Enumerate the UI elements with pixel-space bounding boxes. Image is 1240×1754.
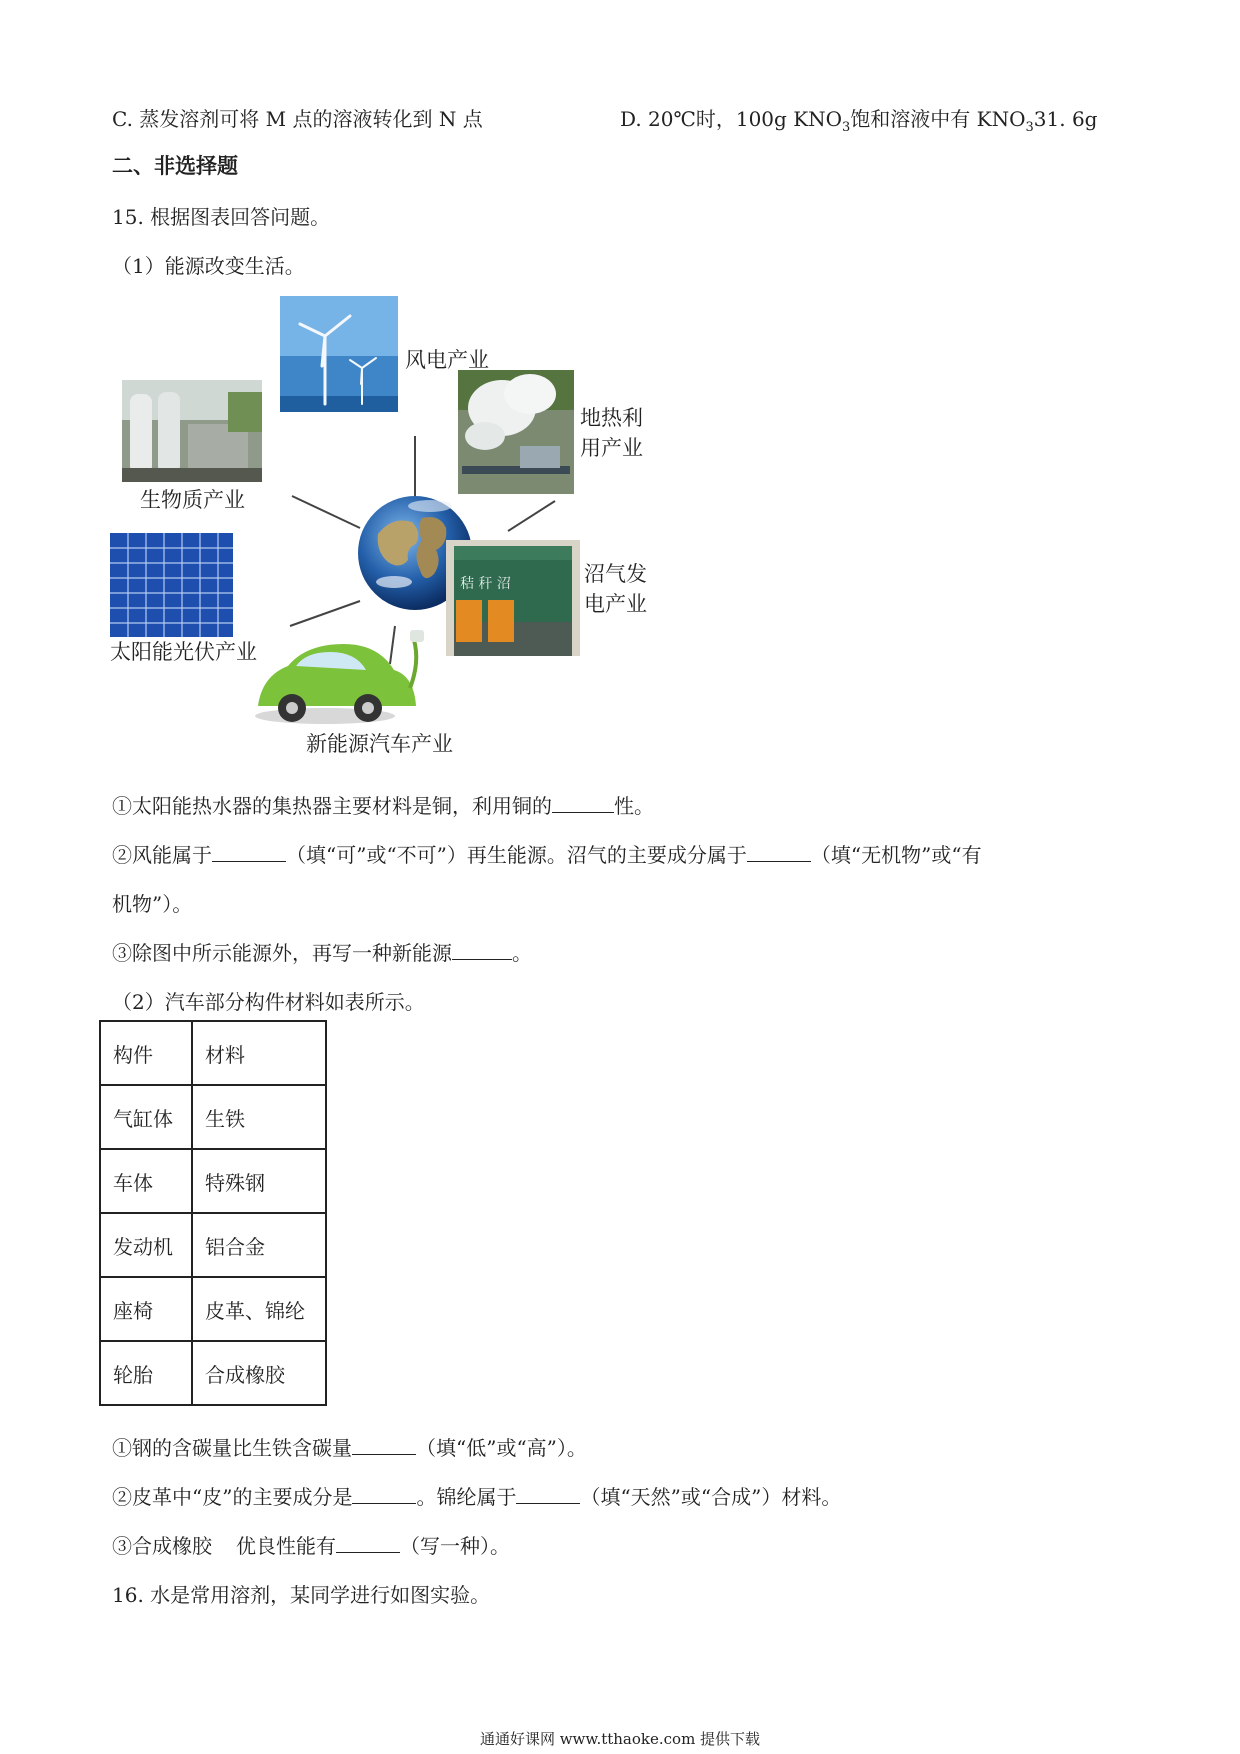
p1-question-2-cont: 机物”）。 bbox=[112, 892, 193, 916]
p2-q1-text: ①钢的含碳量比生铁含碳量 bbox=[112, 1436, 352, 1460]
label-geothermal-1: 地热利 bbox=[580, 406, 643, 430]
solar-panel-photo bbox=[110, 533, 233, 637]
option-d-subscript-2: 3 bbox=[1025, 120, 1034, 135]
answer-blank[interactable] bbox=[336, 1532, 400, 1553]
p1-question-1 bbox=[112, 792, 654, 820]
table-cell: 皮革、锦纶 bbox=[192, 1277, 326, 1341]
answer-blank[interactable] bbox=[552, 792, 614, 813]
p2-q2-mid: 。锦纶属于 bbox=[416, 1485, 517, 1509]
tank-lettering: 秸 秆 沼 bbox=[460, 576, 511, 592]
p1-q1-text: ①太阳能热水器的集热器主要材料是铜，利用铜的 bbox=[112, 794, 552, 818]
p1-q3-text: ③除图中所示能源外，再写一种新能源 bbox=[112, 941, 452, 965]
table-row bbox=[100, 1085, 326, 1149]
biomass-photo bbox=[122, 380, 262, 482]
p1-q2-mid: （填“可”或“不可”）再生能源。沼气的主要成分属于 bbox=[286, 843, 747, 867]
table-cell: 车体 bbox=[100, 1149, 192, 1213]
p1-q3-tail: 。 bbox=[512, 941, 532, 965]
p2-q3-mid: 优良性能有 bbox=[236, 1534, 336, 1558]
table-cell: 构件 bbox=[100, 1021, 192, 1085]
option-c: C. 蒸发溶剂可将 M 点的溶液转化到 N 点 bbox=[112, 107, 483, 131]
option-d-subscript: 3 bbox=[842, 120, 851, 135]
wind-power-photo bbox=[280, 296, 398, 412]
geothermal-photo bbox=[458, 370, 574, 494]
q15-stem: 15. 根据图表回答问题。 bbox=[112, 205, 331, 229]
label-solar: 太阳能光伏产业 bbox=[110, 640, 257, 664]
electric-car-photo bbox=[255, 630, 424, 724]
p2-q1-tail: （填“低”或“高”）。 bbox=[416, 1436, 587, 1460]
p1-q1-tail: 性。 bbox=[614, 794, 654, 818]
table-cell: 轮胎 bbox=[100, 1341, 192, 1405]
table-cell: 合成橡胶 bbox=[192, 1341, 326, 1405]
table-row bbox=[100, 1213, 326, 1277]
p2-q3-tail: （写一种）。 bbox=[400, 1534, 510, 1558]
table-cell: 特殊钢 bbox=[192, 1149, 326, 1213]
p1-question-2 bbox=[112, 841, 982, 869]
option-d-suffix: 31. 6g bbox=[1033, 107, 1098, 131]
p1-q2-text: ②风能属于 bbox=[112, 843, 212, 867]
p2-q2-tail: （填“天然”或“合成”）材料。 bbox=[580, 1485, 842, 1509]
p1-q2-tail: （填“无机物”或“有 bbox=[810, 843, 982, 867]
materials-table bbox=[99, 1020, 327, 1406]
table-row bbox=[100, 1021, 326, 1085]
page-footer: 通通好课网 www.tthaoke.com 提供下载 bbox=[479, 1730, 761, 1748]
table-cell: 材料 bbox=[192, 1021, 326, 1085]
p2-question-1 bbox=[112, 1434, 587, 1462]
label-biogas-1: 沼气发 bbox=[584, 562, 647, 586]
label-geothermal-2: 用产业 bbox=[580, 436, 643, 460]
table-cell: 生铁 bbox=[192, 1085, 326, 1149]
p2-question-2 bbox=[112, 1483, 841, 1511]
p1-question-3 bbox=[112, 939, 532, 967]
table-row bbox=[100, 1149, 326, 1213]
answer-blank[interactable] bbox=[352, 1434, 416, 1455]
q15-part1-title: （1）能源改变生活。 bbox=[112, 254, 305, 278]
option-d-mid: 饱和溶液中有 KNO bbox=[850, 107, 1026, 131]
table-cell: 座椅 bbox=[100, 1277, 192, 1341]
table-cell: 气缸体 bbox=[100, 1085, 192, 1149]
label-biogas-2: 电产业 bbox=[584, 592, 647, 616]
p2-question-3 bbox=[112, 1532, 510, 1560]
answer-blank[interactable] bbox=[212, 841, 286, 862]
table-row bbox=[100, 1277, 326, 1341]
answer-blank[interactable] bbox=[352, 1483, 416, 1504]
option-d bbox=[620, 105, 1098, 142]
label-biomass: 生物质产业 bbox=[140, 488, 245, 512]
answer-blank[interactable] bbox=[747, 841, 811, 862]
table-cell: 发动机 bbox=[100, 1213, 192, 1277]
answer-blank[interactable] bbox=[516, 1483, 580, 1504]
section-title: 二、非选择题 bbox=[112, 154, 238, 178]
label-wind: 风电产业 bbox=[405, 348, 489, 372]
p2-q3-text: ③合成橡胶 bbox=[112, 1534, 212, 1558]
energy-figure bbox=[110, 296, 730, 776]
option-d-prefix: D. 20℃时，100g KNO bbox=[620, 107, 843, 131]
table-cell: 铝合金 bbox=[192, 1213, 326, 1277]
label-ev: 新能源汽车产业 bbox=[306, 732, 453, 756]
biogas-tank-photo bbox=[446, 540, 580, 656]
q16-stem: 16. 水是常用溶剂，某同学进行如图实验。 bbox=[112, 1583, 491, 1607]
table-row bbox=[100, 1341, 326, 1405]
p2-q2-text: ②皮革中“皮”的主要成分是 bbox=[112, 1485, 353, 1509]
answer-blank[interactable] bbox=[452, 939, 512, 960]
q15-part2-title: （2）汽车部分构件材料如表所示。 bbox=[112, 990, 425, 1014]
